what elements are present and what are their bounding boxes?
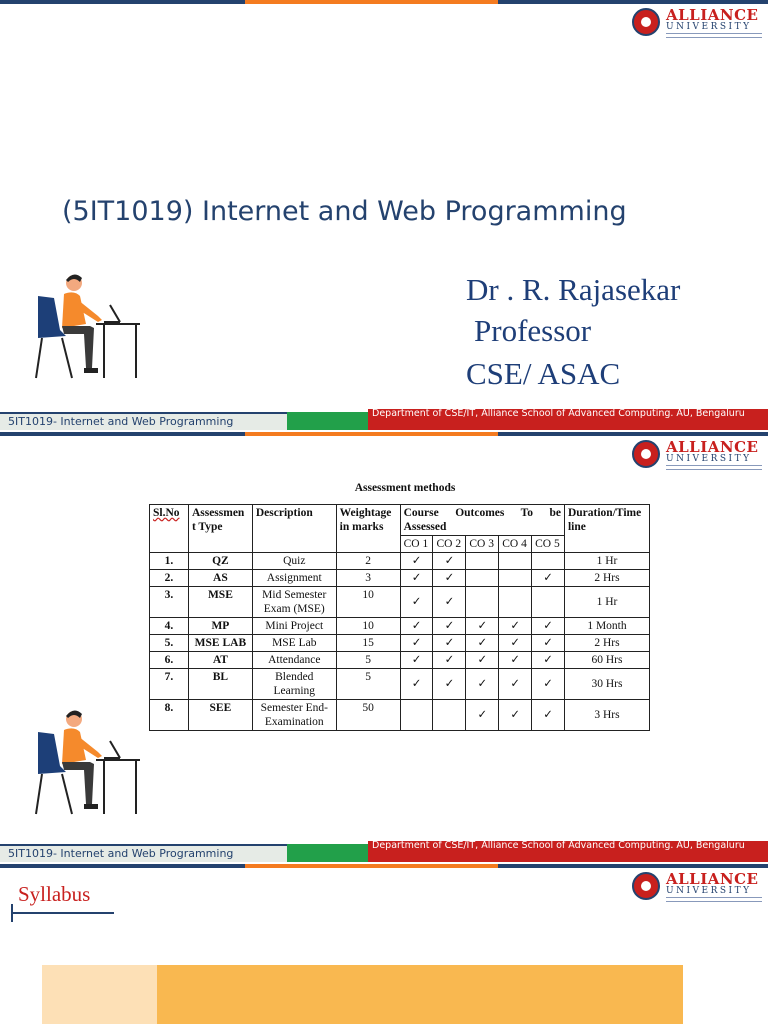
table-row — [150, 669, 650, 700]
row-co5-check — [532, 553, 565, 570]
header-co1: CO 1 — [400, 536, 433, 553]
row-number: 5. — [150, 635, 189, 652]
logo-subtitle: UNIVERSITY — [666, 22, 752, 32]
row-description: Blended Learning — [252, 669, 336, 700]
row-weightage: 50 — [336, 700, 400, 731]
row-co3-check — [466, 587, 499, 618]
row-co1-check: ✓ — [400, 618, 433, 635]
header-description: Description — [252, 505, 336, 553]
alliance-university-logo — [632, 438, 764, 472]
row-number: 6. — [150, 652, 189, 669]
logo-subtitle: UNIVERSITY — [666, 886, 752, 896]
footer-department: Department of CSE/IT, Alliance School of Advanced Computing. AU, Bengaluru — [372, 841, 745, 851]
row-co3-check: ✓ — [466, 635, 499, 652]
top-accent-bar — [0, 0, 768, 4]
row-co2-check — [433, 700, 466, 731]
table-row — [150, 618, 650, 635]
row-co3-check: ✓ — [466, 652, 499, 669]
row-description: Semester End-Examination — [252, 700, 336, 731]
row-description: Attendance — [252, 652, 336, 669]
assessment-table — [149, 504, 650, 731]
row-co3-check: ✓ — [466, 618, 499, 635]
row-co1-check — [400, 700, 433, 731]
author-name: Dr . R. Rajasekar — [466, 272, 681, 307]
row-number: 4. — [150, 618, 189, 635]
row-number: 8. — [150, 700, 189, 731]
footer-course: 5IT1019- Internet and Web Programming — [0, 412, 287, 430]
row-co5-check — [532, 587, 565, 618]
row-duration: 2 Hrs — [564, 570, 649, 587]
assessment-slide — [0, 432, 768, 864]
logo-name: ALLIANCE — [666, 870, 759, 888]
row-co4-check: ✓ — [499, 652, 532, 669]
syllabus-table-header-right — [157, 965, 683, 1024]
syllabus-table-header-left — [42, 965, 157, 1024]
row-co5-check: ✓ — [532, 635, 565, 652]
header-slno: Sl.No — [153, 507, 180, 519]
logo-fineprint — [666, 897, 762, 902]
row-co4-check: ✓ — [499, 618, 532, 635]
row-weightage: 10 — [336, 618, 400, 635]
row-type: MSE LAB — [188, 635, 252, 652]
row-weightage: 3 — [336, 570, 400, 587]
row-co1-check: ✓ — [400, 553, 433, 570]
row-co1-check: ✓ — [400, 652, 433, 669]
row-weightage: 5 — [336, 669, 400, 700]
header-co5: CO 5 — [532, 536, 565, 553]
row-weightage: 10 — [336, 587, 400, 618]
row-duration: 1 Month — [564, 618, 649, 635]
row-duration: 30 Hrs — [564, 669, 649, 700]
logo-fineprint — [666, 33, 762, 38]
row-type: SEE — [188, 700, 252, 731]
table-row — [150, 652, 650, 669]
slide-title: Syllabus — [18, 882, 91, 906]
row-duration: 1 Hr — [564, 553, 649, 570]
row-description: MSE Lab — [252, 635, 336, 652]
row-co2-check: ✓ — [433, 553, 466, 570]
table-row — [150, 700, 650, 731]
university-seal-icon — [632, 8, 660, 36]
row-co4-check — [499, 587, 532, 618]
row-type: AT — [188, 652, 252, 669]
row-co5-check: ✓ — [532, 652, 565, 669]
slide-footer — [0, 409, 768, 432]
person-at-desk-icon — [28, 704, 148, 824]
row-co3-check — [466, 553, 499, 570]
row-duration: 60 Hrs — [564, 652, 649, 669]
row-duration: 3 Hrs — [564, 700, 649, 731]
header-co3: CO 3 — [466, 536, 499, 553]
logo-name: ALLIANCE — [666, 6, 759, 24]
row-co2-check: ✓ — [433, 587, 466, 618]
row-co5-check: ✓ — [532, 618, 565, 635]
row-co3-check: ✓ — [466, 669, 499, 700]
logo-fineprint — [666, 465, 762, 470]
top-accent-bar — [0, 432, 768, 436]
row-description: Quiz — [252, 553, 336, 570]
row-co5-check: ✓ — [532, 669, 565, 700]
row-description: Mid Semester Exam (MSE) — [252, 587, 336, 618]
slide-footer — [0, 841, 768, 864]
header-duration: Duration/Time line — [564, 505, 649, 553]
logo-name: ALLIANCE — [666, 438, 759, 456]
row-co2-check: ✓ — [433, 618, 466, 635]
row-co1-check: ✓ — [400, 587, 433, 618]
author-title: Professor — [474, 313, 592, 348]
top-accent-bar — [0, 864, 768, 868]
table-row — [150, 570, 650, 587]
table-row — [150, 553, 650, 570]
header-co2: CO 2 — [433, 536, 466, 553]
row-description: Mini Project — [252, 618, 336, 635]
row-weightage: 5 — [336, 652, 400, 669]
alliance-university-logo — [632, 870, 764, 904]
header-type: Assessmen t Type — [188, 505, 252, 553]
alliance-university-logo — [632, 6, 764, 40]
row-co3-check — [466, 570, 499, 587]
title-slide — [0, 0, 768, 432]
row-co1-check: ✓ — [400, 570, 433, 587]
row-type: MSE — [188, 587, 252, 618]
row-co4-check: ✓ — [499, 635, 532, 652]
row-number: 7. — [150, 669, 189, 700]
university-seal-icon — [632, 440, 660, 468]
row-description: Assignment — [252, 570, 336, 587]
assessment-rows — [150, 553, 650, 731]
row-weightage: 15 — [336, 635, 400, 652]
row-duration: 1 Hr — [564, 587, 649, 618]
row-co4-check: ✓ — [499, 669, 532, 700]
row-type: AS — [188, 570, 252, 587]
table-heading: Assessment methods — [354, 482, 456, 494]
title-underline — [12, 912, 114, 914]
row-co2-check: ✓ — [433, 570, 466, 587]
table-row — [150, 587, 650, 618]
footer-department: Department of CSE/IT, Alliance School of Advanced Computing. AU, Bengaluru — [372, 409, 745, 419]
author-department: CSE/ ASAC — [466, 356, 621, 391]
row-number: 1. — [150, 553, 189, 570]
row-co4-check — [499, 553, 532, 570]
university-seal-icon — [632, 872, 660, 900]
row-type: BL — [188, 669, 252, 700]
row-co5-check: ✓ — [532, 700, 565, 731]
header-co4: CO 4 — [499, 536, 532, 553]
row-co1-check: ✓ — [400, 635, 433, 652]
row-number: 2. — [150, 570, 189, 587]
table-header-row — [150, 505, 650, 536]
row-co4-check: ✓ — [499, 700, 532, 731]
row-type: MP — [188, 618, 252, 635]
row-co2-check: ✓ — [433, 652, 466, 669]
table-row — [150, 635, 650, 652]
row-number: 3. — [150, 587, 189, 618]
header-course-outcomes: Course Outcomes To be Assessed — [400, 505, 564, 536]
row-co2-check: ✓ — [433, 635, 466, 652]
syllabus-slide — [0, 864, 768, 1024]
row-co1-check: ✓ — [400, 669, 433, 700]
row-duration: 2 Hrs — [564, 635, 649, 652]
footer-course: 5IT1019- Internet and Web Programming — [0, 844, 287, 862]
row-co4-check — [499, 570, 532, 587]
row-co5-check: ✓ — [532, 570, 565, 587]
row-weightage: 2 — [336, 553, 400, 570]
person-at-desk-icon — [28, 268, 148, 388]
row-type: QZ — [188, 553, 252, 570]
row-co3-check: ✓ — [466, 700, 499, 731]
course-title: (5IT1019) Internet and Web Programming — [62, 196, 627, 227]
header-weightage: Weightage in marks — [336, 505, 400, 553]
row-co2-check: ✓ — [433, 669, 466, 700]
logo-subtitle: UNIVERSITY — [666, 454, 752, 464]
